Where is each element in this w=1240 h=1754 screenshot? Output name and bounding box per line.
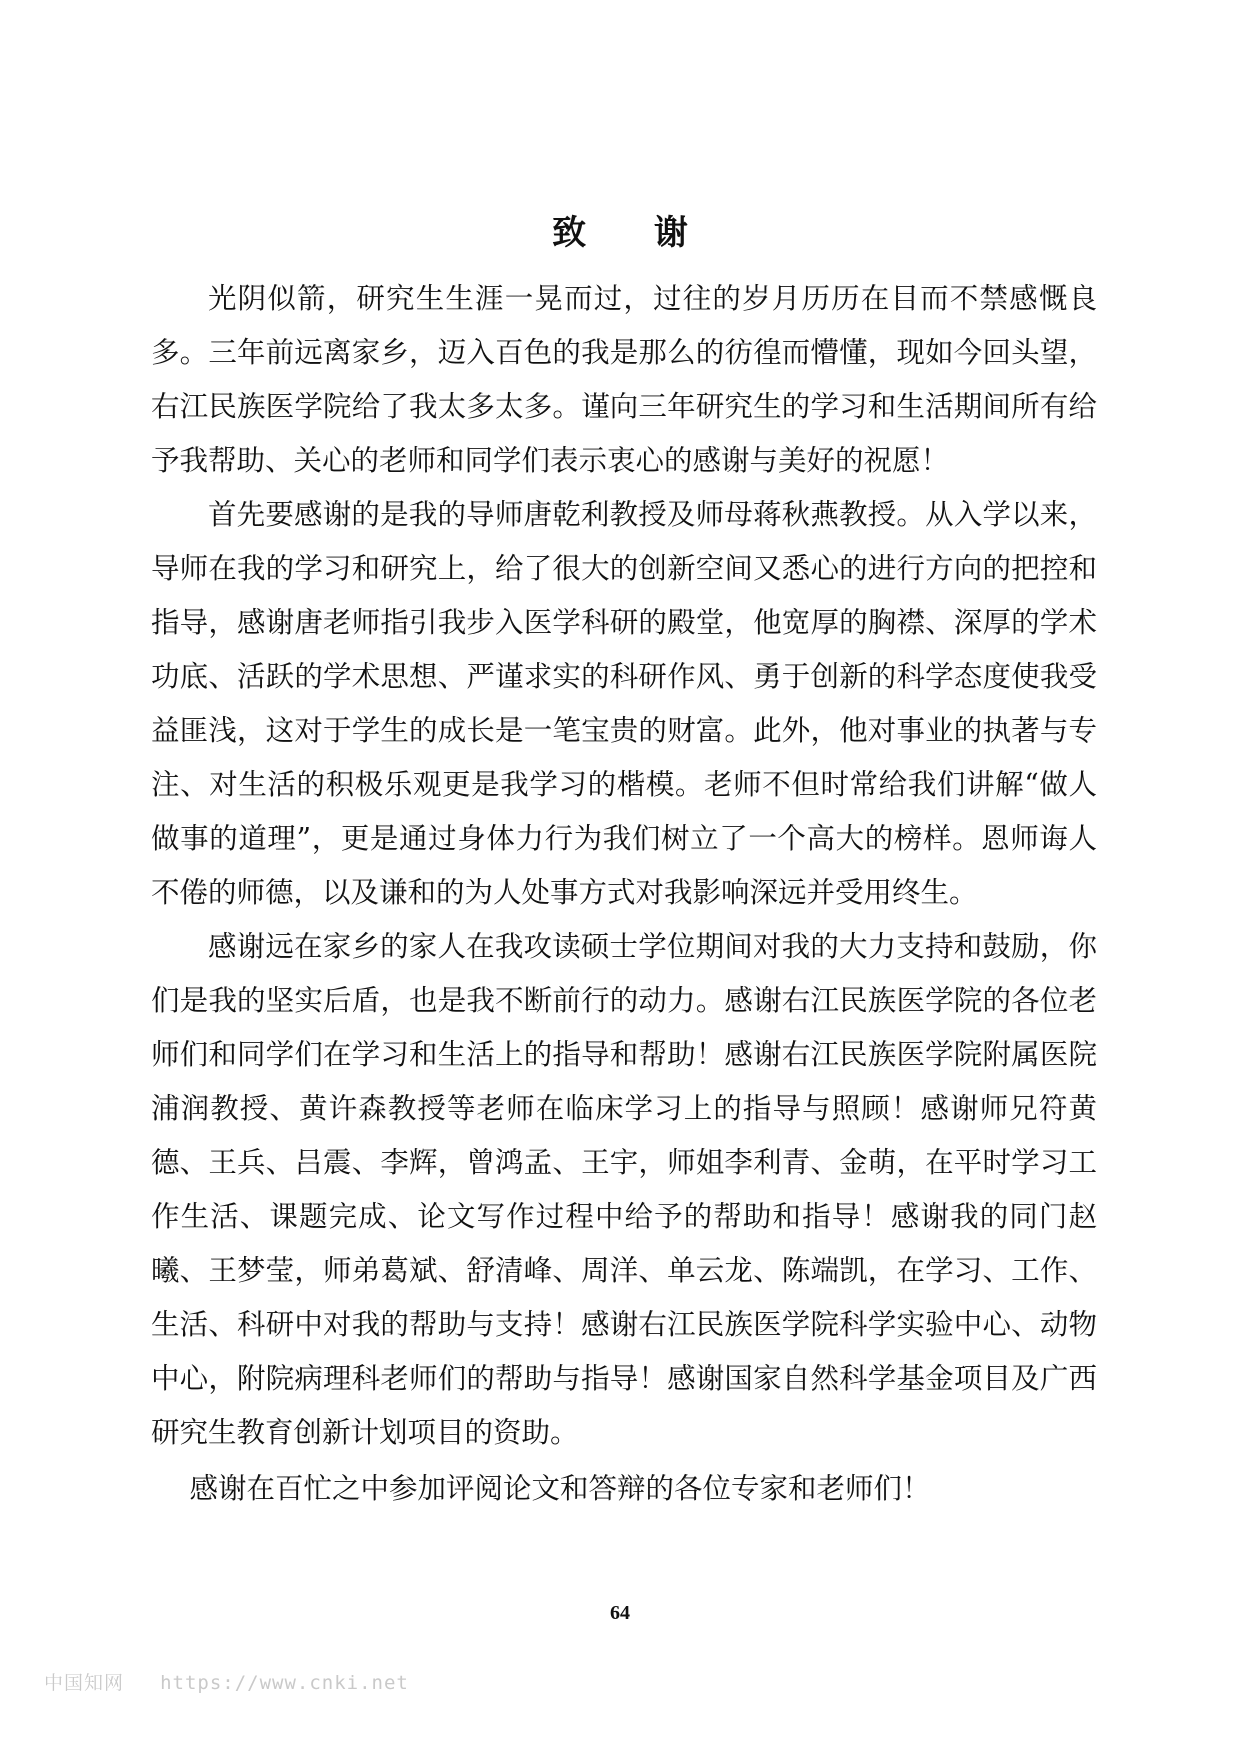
page-number: 64 bbox=[610, 1602, 630, 1624]
acknowledgement-body bbox=[151, 272, 1097, 1516]
paragraph-2: 首先要感谢的是我的导师唐乾利教授及师母蒋秋燕教授。从入学以来，导师在我的学习和研究上，给了很大的创新空间又悉心的进行方向的把控和指导，感谢唐老师指引我步入医学科研的殿堂，他宽厚的胸襟、深厚的学术功底、活跃的学术思想、严谨求实的科研作风、勇于创新的科学态度使我受益匪浅，这对于学生的成长是一笔宝贵的财富。此外，他对事业的执著与专注、对生活的积极乐观更是我学习的楷模。老师不但时常给我们讲解“做人做事的道理”，更是通过身体力行为我们树立了一个高大的榜样。恩师诲人不倦的师德，以及谦和的为人处事方式对我影响深远并受用终生。 bbox=[151, 498, 1097, 909]
watermark bbox=[44, 1668, 409, 1695]
paragraph-4: 感谢在百忙之中参加评阅论文和答辩的各位专家和老师们！ bbox=[189, 1472, 931, 1505]
watermark-url: https://www.cnki.net bbox=[160, 1672, 409, 1694]
watermark-name: 中国知网 bbox=[44, 1672, 125, 1694]
page-title: 致 谢 bbox=[552, 213, 716, 253]
paragraph-1: 光阴似箭，研究生生涯一晃而过，过往的岁月历历在目而不禁感慨良多。三年前远离家乡，迈入百色的我是那么的彷徨而懵懂，现如今回头望，右江民族医学院给了我太多太多。谨向三年研究生的学习和生活期间所有给予我帮助、关心的老师和同学们表示衷心的感谢与美好的祝愿！ bbox=[151, 282, 1097, 477]
paragraph-3: 感谢远在家乡的家人在我攻读硕士学位期间对我的大力支持和鼓励，你们是我的坚实后盾，也是我不断前行的动力。感谢右江民族医学院的各位老师们和同学们在学习和生活上的指导和帮助！感谢右江民族医学院附属医院浦润教授、黄许森教授等老师在临床学习上的指导与照顾！感谢师兄符黄德、王兵、吕震、李辉，曾鸿孟、王宇，师姐李利青、金萌，在平时学习工作生活、课题完成、论文写作过程中给予的帮助和指导！感谢我的同门赵曦、王梦莹，师弟葛斌、舒清峰、周洋、单云龙、陈端凯，在学习、工作、生活、科研中对我的帮助与支持！感谢右江民族医学院科学实验中心、动物中心，附院病理科老师们的帮助与指导！感谢国家自然科学基金项目及广西研究生教育创新计划项目的资助。 bbox=[151, 930, 1097, 1449]
